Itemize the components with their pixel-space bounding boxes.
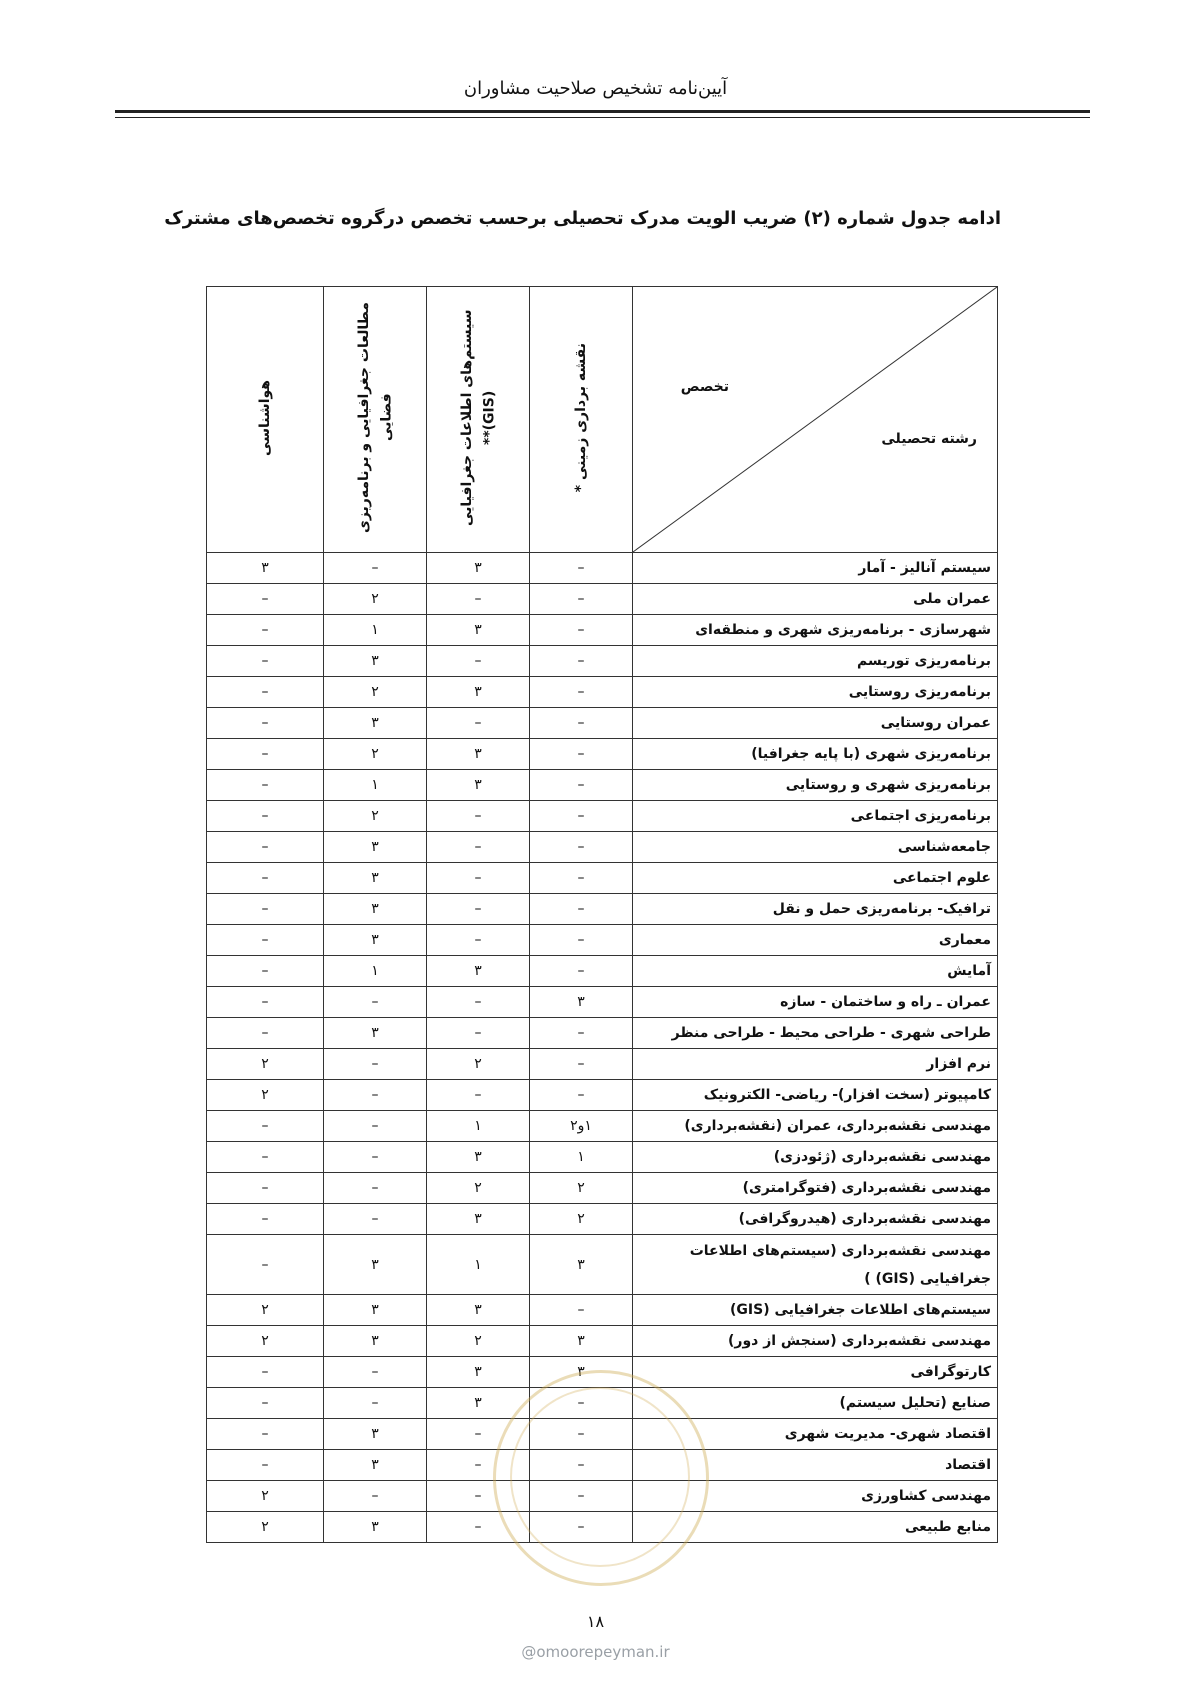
field-cell: نرم افزار bbox=[633, 1049, 998, 1080]
field-cell: مهندسی نقشه‌برداری (سیستم‌های اطلاعات جغرافیایی (GIS) ) bbox=[633, 1235, 998, 1295]
table-row bbox=[207, 1419, 998, 1450]
value-cell-gis: ۳ bbox=[427, 770, 530, 801]
table-row bbox=[207, 1235, 998, 1295]
field-cell: برنامه‌ریزی روستایی bbox=[633, 677, 998, 708]
value-cell-gis: ۳ bbox=[427, 1142, 530, 1173]
value-cell-meteorology: – bbox=[207, 987, 324, 1018]
value-cell-land-survey: – bbox=[530, 739, 633, 770]
value-cell-gis: – bbox=[427, 894, 530, 925]
value-cell-land-survey: – bbox=[530, 1018, 633, 1049]
column-header-label: هواشناسی bbox=[256, 379, 273, 456]
value-cell-gis: ۳ bbox=[427, 1357, 530, 1388]
table-row bbox=[207, 987, 998, 1018]
field-cell: آمایش bbox=[633, 956, 998, 987]
value-cell-land-survey: – bbox=[530, 1512, 633, 1543]
value-cell-land-survey: – bbox=[530, 646, 633, 677]
value-cell-geographic-studies: – bbox=[324, 1049, 427, 1080]
diagonal-divider bbox=[633, 287, 997, 552]
value-cell-gis: – bbox=[427, 1512, 530, 1543]
value-cell-meteorology: ۲ bbox=[207, 1049, 324, 1080]
field-cell: سیستم‌های اطلاعات جغرافیایی (GIS) bbox=[633, 1295, 998, 1326]
value-cell-geographic-studies: – bbox=[324, 987, 427, 1018]
value-cell-meteorology: – bbox=[207, 615, 324, 646]
table-row bbox=[207, 1142, 998, 1173]
value-cell-land-survey: ۱ bbox=[530, 1142, 633, 1173]
field-cell: مهندسی نقشه‌برداری، عمران (نقشه‌برداری) bbox=[633, 1111, 998, 1142]
table-row bbox=[207, 1481, 998, 1512]
table-row bbox=[207, 956, 998, 987]
value-cell-geographic-studies: ۲ bbox=[324, 584, 427, 615]
value-cell-land-survey: – bbox=[530, 584, 633, 615]
value-cell-land-survey: – bbox=[530, 801, 633, 832]
value-cell-land-survey: – bbox=[530, 956, 633, 987]
page-number: ۱۸ bbox=[586, 1612, 605, 1631]
value-cell-meteorology: – bbox=[207, 708, 324, 739]
value-cell-gis: ۳ bbox=[427, 1388, 530, 1419]
value-cell-meteorology: – bbox=[207, 894, 324, 925]
value-cell-land-survey: ۳ bbox=[530, 987, 633, 1018]
table-row bbox=[207, 1357, 998, 1388]
table-row bbox=[207, 1080, 998, 1111]
table-row bbox=[207, 708, 998, 739]
field-cell: مهندسی نقشه‌برداری (هیدروگرافی) bbox=[633, 1204, 998, 1235]
value-cell-gis: – bbox=[427, 1018, 530, 1049]
priority-coefficient-table bbox=[206, 286, 998, 1543]
value-cell-land-survey: – bbox=[530, 894, 633, 925]
table-row bbox=[207, 1204, 998, 1235]
value-cell-land-survey: – bbox=[530, 770, 633, 801]
value-cell-meteorology: – bbox=[207, 1111, 324, 1142]
column-header-geographic-studies bbox=[324, 287, 427, 553]
value-cell-geographic-studies: ۳ bbox=[324, 1450, 427, 1481]
value-cell-land-survey: ۲ bbox=[530, 1173, 633, 1204]
value-cell-geographic-studies: ۳ bbox=[324, 1326, 427, 1357]
field-cell: صنایع (تحلیل سیستم) bbox=[633, 1388, 998, 1419]
value-cell-meteorology: – bbox=[207, 925, 324, 956]
value-cell-gis: – bbox=[427, 646, 530, 677]
value-cell-meteorology: ۲ bbox=[207, 1326, 324, 1357]
value-cell-land-survey: – bbox=[530, 1080, 633, 1111]
field-cell: سیستم آنالیز - آمار bbox=[633, 553, 998, 584]
value-cell-gis: – bbox=[427, 1481, 530, 1512]
column-header-label: نقشه برداری زمینی * bbox=[572, 342, 589, 493]
value-cell-geographic-studies: – bbox=[324, 1173, 427, 1204]
column-header-land-survey bbox=[530, 287, 633, 553]
value-cell-geographic-studies: ۳ bbox=[324, 1235, 427, 1295]
table-row bbox=[207, 553, 998, 584]
value-cell-geographic-studies: – bbox=[324, 1142, 427, 1173]
value-cell-geographic-studies: – bbox=[324, 1481, 427, 1512]
value-cell-meteorology: – bbox=[207, 1018, 324, 1049]
value-cell-meteorology: – bbox=[207, 1419, 324, 1450]
value-cell-geographic-studies: ۳ bbox=[324, 925, 427, 956]
table-row bbox=[207, 615, 998, 646]
table-row bbox=[207, 677, 998, 708]
value-cell-land-survey: – bbox=[530, 677, 633, 708]
value-cell-geographic-studies: – bbox=[324, 1204, 427, 1235]
table-row bbox=[207, 1049, 998, 1080]
value-cell-geographic-studies: ۱ bbox=[324, 956, 427, 987]
table-row bbox=[207, 863, 998, 894]
field-cell: اقتصاد bbox=[633, 1450, 998, 1481]
field-cell: برنامه‌ریزی اجتماعی bbox=[633, 801, 998, 832]
value-cell-meteorology: – bbox=[207, 863, 324, 894]
value-cell-meteorology: – bbox=[207, 677, 324, 708]
field-cell: علوم اجتماعی bbox=[633, 863, 998, 894]
field-cell: مهندسی نقشه‌برداری (ژئودزی) bbox=[633, 1142, 998, 1173]
value-cell-geographic-studies: ۳ bbox=[324, 1295, 427, 1326]
header-rule-thick bbox=[115, 110, 1090, 113]
table-row bbox=[207, 770, 998, 801]
value-cell-geographic-studies: ۲ bbox=[324, 801, 427, 832]
value-cell-geographic-studies: ۳ bbox=[324, 646, 427, 677]
table-row bbox=[207, 1388, 998, 1419]
field-cell: مهندسی نقشه‌برداری (سنجش از دور) bbox=[633, 1326, 998, 1357]
table-header-row bbox=[207, 287, 998, 553]
corner-label-specialty: تخصص bbox=[680, 379, 729, 395]
value-cell-gis: – bbox=[427, 1450, 530, 1481]
value-cell-gis: – bbox=[427, 801, 530, 832]
field-cell: منابع طبیعی bbox=[633, 1512, 998, 1543]
field-cell: کامپیوتر (سخت افزار)- ریاضی- الکترونیک bbox=[633, 1080, 998, 1111]
table-row bbox=[207, 646, 998, 677]
table-row bbox=[207, 1173, 998, 1204]
corner-header-cell bbox=[633, 287, 998, 553]
header-rule-thin bbox=[115, 117, 1090, 118]
table-row bbox=[207, 1018, 998, 1049]
field-cell: جامعه‌شناسی bbox=[633, 832, 998, 863]
value-cell-gis: ۳ bbox=[427, 677, 530, 708]
value-cell-land-survey: – bbox=[530, 863, 633, 894]
column-header-gis bbox=[427, 287, 530, 553]
value-cell-geographic-studies: ۱ bbox=[324, 770, 427, 801]
value-cell-meteorology: – bbox=[207, 1173, 324, 1204]
field-cell: اقتصاد شهری- مدیریت شهری bbox=[633, 1419, 998, 1450]
value-cell-land-survey: ۳ bbox=[530, 1357, 633, 1388]
value-cell-geographic-studies: ۳ bbox=[324, 708, 427, 739]
value-cell-land-survey: ۲ bbox=[530, 1204, 633, 1235]
value-cell-gis: ۲ bbox=[427, 1326, 530, 1357]
field-cell: عمران روستایی bbox=[633, 708, 998, 739]
table-row bbox=[207, 584, 998, 615]
value-cell-land-survey: – bbox=[530, 1388, 633, 1419]
value-cell-gis: – bbox=[427, 584, 530, 615]
value-cell-geographic-studies: ۲ bbox=[324, 677, 427, 708]
value-cell-land-survey: – bbox=[530, 708, 633, 739]
value-cell-geographic-studies: ۳ bbox=[324, 863, 427, 894]
value-cell-meteorology: ۳ bbox=[207, 553, 324, 584]
table-row bbox=[207, 1512, 998, 1543]
value-cell-meteorology: ۲ bbox=[207, 1295, 324, 1326]
corner-label-field: رشته تحصیلی bbox=[881, 431, 977, 447]
value-cell-meteorology: – bbox=[207, 1204, 324, 1235]
value-cell-land-survey: – bbox=[530, 1450, 633, 1481]
value-cell-meteorology: – bbox=[207, 1357, 324, 1388]
value-cell-gis: – bbox=[427, 1419, 530, 1450]
value-cell-land-survey: – bbox=[530, 1419, 633, 1450]
value-cell-gis: – bbox=[427, 925, 530, 956]
field-cell: برنامه‌ریزی شهری (با پایه جغرافیا) bbox=[633, 739, 998, 770]
value-cell-land-survey: ۳ bbox=[530, 1326, 633, 1357]
value-cell-gis: ۳ bbox=[427, 553, 530, 584]
value-cell-meteorology: – bbox=[207, 1388, 324, 1419]
column-header-meteorology bbox=[207, 287, 324, 553]
table-row bbox=[207, 925, 998, 956]
value-cell-gis: ۳ bbox=[427, 956, 530, 987]
value-cell-meteorology: – bbox=[207, 1450, 324, 1481]
column-header-label: مطالعات جغرافیایی و برنامه‌ریزی فضایی bbox=[355, 302, 394, 533]
value-cell-land-survey: – bbox=[530, 1481, 633, 1512]
table-row bbox=[207, 1326, 998, 1357]
value-cell-gis: – bbox=[427, 987, 530, 1018]
value-cell-meteorology: – bbox=[207, 832, 324, 863]
table-title: ادامه جدول شماره (۲) ضریب الویت مدرک تحصیلی برحسب تخصص درگروه تخصص‌های مشترک bbox=[164, 208, 1001, 229]
field-cell: برنامه‌ریزی توریسم bbox=[633, 646, 998, 677]
value-cell-gis: ۳ bbox=[427, 1295, 530, 1326]
value-cell-geographic-studies: ۳ bbox=[324, 894, 427, 925]
value-cell-meteorology: ۲ bbox=[207, 1512, 324, 1543]
field-cell: شهرسازی - برنامه‌ریزی شهری و منطقه‌ای bbox=[633, 615, 998, 646]
value-cell-meteorology: – bbox=[207, 801, 324, 832]
value-cell-geographic-studies: – bbox=[324, 1388, 427, 1419]
value-cell-geographic-studies: ۳ bbox=[324, 1419, 427, 1450]
value-cell-meteorology: – bbox=[207, 1142, 324, 1173]
field-cell: ترافیک- برنامه‌ریزی حمل و نقل bbox=[633, 894, 998, 925]
table-row bbox=[207, 1111, 998, 1142]
value-cell-gis: – bbox=[427, 832, 530, 863]
site-watermark: @omoorepeyman.ir bbox=[521, 1643, 670, 1661]
value-cell-gis: ۳ bbox=[427, 615, 530, 646]
value-cell-gis: – bbox=[427, 1080, 530, 1111]
value-cell-meteorology: – bbox=[207, 1235, 324, 1295]
value-cell-geographic-studies: ۳ bbox=[324, 1512, 427, 1543]
value-cell-geographic-studies: ۲ bbox=[324, 739, 427, 770]
value-cell-land-survey: – bbox=[530, 925, 633, 956]
value-cell-land-survey: ۳ bbox=[530, 1235, 633, 1295]
field-cell: برنامه‌ریزی شهری و روستایی bbox=[633, 770, 998, 801]
value-cell-geographic-studies: ۳ bbox=[324, 832, 427, 863]
value-cell-land-survey: – bbox=[530, 832, 633, 863]
value-cell-gis: ۲ bbox=[427, 1173, 530, 1204]
value-cell-geographic-studies: – bbox=[324, 1357, 427, 1388]
table-row bbox=[207, 1295, 998, 1326]
table-row bbox=[207, 832, 998, 863]
value-cell-land-survey: – bbox=[530, 553, 633, 584]
value-cell-meteorology: ۲ bbox=[207, 1080, 324, 1111]
column-header-label: سیستم‌های اطلاعات جغرافیایی (GIS)** bbox=[458, 309, 497, 526]
value-cell-land-survey: – bbox=[530, 1295, 633, 1326]
value-cell-land-survey: – bbox=[530, 615, 633, 646]
value-cell-meteorology: – bbox=[207, 646, 324, 677]
value-cell-geographic-studies: – bbox=[324, 1111, 427, 1142]
value-cell-meteorology: – bbox=[207, 770, 324, 801]
value-cell-geographic-studies: – bbox=[324, 1080, 427, 1111]
field-cell: کارتوگرافی bbox=[633, 1357, 998, 1388]
value-cell-gis: ۳ bbox=[427, 739, 530, 770]
field-cell: مهندسی نقشه‌برداری (فتوگرامتری) bbox=[633, 1173, 998, 1204]
field-cell: مهندسی کشاورزی bbox=[633, 1481, 998, 1512]
value-cell-meteorology: – bbox=[207, 584, 324, 615]
value-cell-meteorology: – bbox=[207, 956, 324, 987]
value-cell-geographic-studies: ۱ bbox=[324, 615, 427, 646]
value-cell-gis: ۲ bbox=[427, 1049, 530, 1080]
field-cell: معماری bbox=[633, 925, 998, 956]
table-row bbox=[207, 894, 998, 925]
table-row bbox=[207, 801, 998, 832]
value-cell-land-survey: ۱و۲ bbox=[530, 1111, 633, 1142]
value-cell-gis: ۱ bbox=[427, 1235, 530, 1295]
field-cell: عمران ـ راه و ساختمان - سازه bbox=[633, 987, 998, 1018]
table-row bbox=[207, 1450, 998, 1481]
table-row bbox=[207, 739, 998, 770]
value-cell-meteorology: – bbox=[207, 739, 324, 770]
page-header-title: آیین‌نامه تشخیص صلاحیت مشاوران bbox=[463, 78, 728, 99]
value-cell-gis: ۱ bbox=[427, 1111, 530, 1142]
value-cell-gis: – bbox=[427, 863, 530, 894]
value-cell-gis: ۳ bbox=[427, 1204, 530, 1235]
value-cell-land-survey: – bbox=[530, 1049, 633, 1080]
field-cell: طراحی شهری - طراحی محیط - طراحی منظر bbox=[633, 1018, 998, 1049]
value-cell-geographic-studies: ۳ bbox=[324, 1018, 427, 1049]
value-cell-geographic-studies: – bbox=[324, 553, 427, 584]
value-cell-meteorology: ۲ bbox=[207, 1481, 324, 1512]
field-cell: عمران ملی bbox=[633, 584, 998, 615]
value-cell-gis: – bbox=[427, 708, 530, 739]
